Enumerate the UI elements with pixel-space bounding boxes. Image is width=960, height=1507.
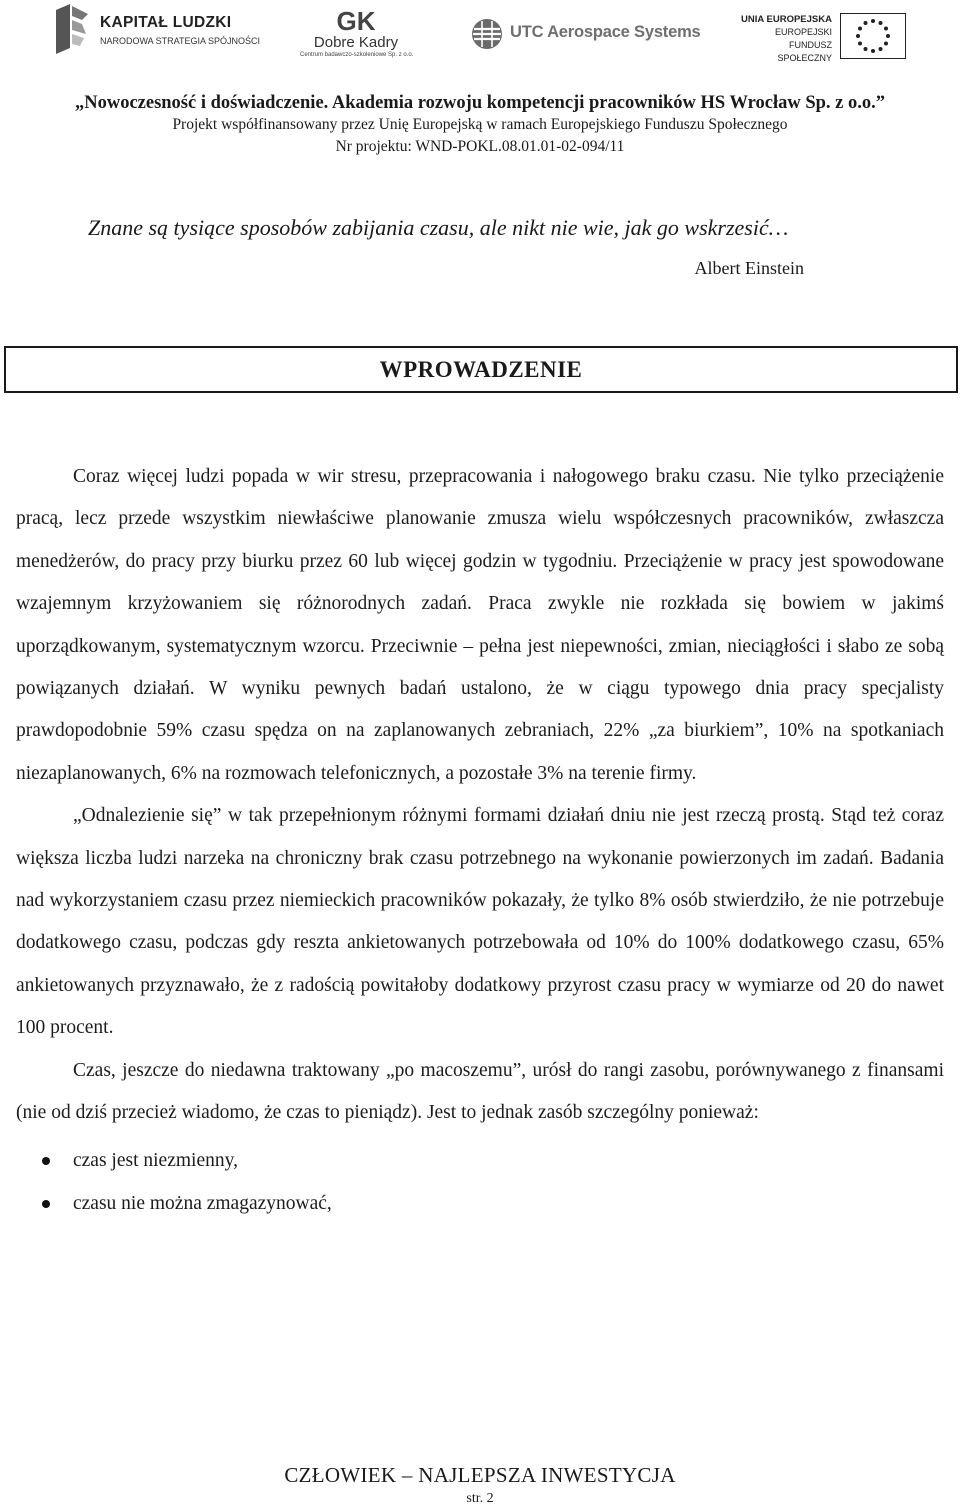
bullet-list [16, 1143, 944, 1221]
section-heading-box [4, 346, 958, 393]
list-item-text: czas jest niezmienny, [73, 1149, 238, 1171]
paragraph-1: Coraz więcej ludzi popada w wir stresu, przepracowania i nałogowego braku czasu. Nie tylko przeciążenie pracą, lecz przede wszystkim niewłaściwe planowanie zmusza wielu współczesnych pracowników, zwłaszcza menedżerów, do pracy przy biurku przez 60 lub więcej godzin w tygodniu. Przeciążenie w pracy jest spowodowane wzajemnym krzyżowaniem się różnorodnych zadań. Praca zwykle nie rozkłada się bowiem w jakimś uporządkowanym, systematycznym wzorcu. Przeciwnie – pełna jest niepewności, zmian, nieciągłości i słabo ze sobą powiązanych działań. W wyniku pewnych badań ustalono, że w ciągu typowego dnia pracy specjalisty prawdopodobnie 59% czasu spędza on na zaplanowanych zebraniach, 22% „za biurkiem”, 10% na spotkaniach niezaplanowanych, 6% na rozmowach telefonicznych, a pozostałe 3% na terenie firmy. [16, 466, 944, 784]
dobre-kadry-subtitle: Centrum badawczo-szkoleniowe Sp. z o.o. [300, 52, 414, 58]
project-header [0, 92, 960, 158]
unia-line-2: EUROPEJSKI [774, 27, 832, 37]
unia-europejska-text [740, 13, 832, 65]
kapital-ludzki-flag-icon [52, 4, 94, 54]
unia-line-3: FUNDUSZ SPOŁECZNY [777, 40, 832, 63]
utc-globe-icon [470, 17, 504, 51]
utc-logo [470, 17, 701, 51]
utc-name: UTC Aerospace Systems [510, 23, 701, 41]
kapital-ludzki-subtitle: NARODOWA STRATEGIA SPÓJNOŚCI [100, 36, 261, 46]
project-title: „Nowoczesność i doświadczenie. Akademia rozwoju kompetencji pracowników HS Wrocław Sp. z o.o.” [74, 93, 886, 113]
logo-strip [0, 0, 960, 66]
eu-flag-icon [840, 13, 906, 59]
bullet-icon [42, 1200, 50, 1208]
unia-europejska-logo [740, 13, 910, 61]
kapital-ludzki-logo [52, 4, 261, 54]
project-cofinancing: Projekt współfinansowany przez Unię Europejską w ramach Europejskiego Funduszu Społecznego [172, 116, 788, 133]
page-number: str. 2 [466, 1491, 494, 1506]
list-item-text: czasu nie można zmagazynować, [73, 1192, 332, 1214]
project-number: Nr projektu: WND-POKL.08.01.01-02-094/11 [335, 138, 625, 155]
list-item [16, 1186, 944, 1221]
paragraph-3: Czas, jeszcze do niedawna traktowany „po macoszemu”, urósł do rangi zasobu, porównywanego z finansami (nie od dziś przecież wiadomo, że czas to pieniądz). Jest to jednak zasób szczególny ponieważ: [16, 1059, 944, 1124]
body-text [16, 456, 944, 1221]
dobre-kadry-name: Dobre Kadry [313, 34, 399, 51]
paragraph-2: „Odnalezienie się” w tak przepełnionym różnymi formami działań dniu nie jest rzeczą prostą. Stąd też coraz większa liczba ludzi narzeka na chroniczny brak czasu potrzebnego na wykonanie powierzonych im zadań. Badania nad wykorzystaniem czasu przez niemieckich pracowników pokazały, że tylko 8% osób stwierdziło, że nie potrzebuje dodatkowego czasu, podczas gdy reszta ankietowanych potrzebowała od 10% do 100% dodatkowego czasu, 65% ankietowanych przyznawało, że z radością powitałoby dodatkowy przyrost czasu pracy w wymiarze od 20 do nawet 100 procent. [16, 805, 944, 1039]
dobre-kadry-mark: GK [336, 6, 376, 34]
epigraph-author: Albert Einstein [694, 258, 804, 278]
unia-line-1: UNIA EUROPEJSKA [741, 14, 832, 25]
section-heading: WPROWADZENIE [379, 357, 583, 382]
epigraph-quote: Znane są tysiące sposobów zabijania czasu, ale nikt nie wie, jak go wskrzesić… [88, 215, 789, 240]
bullet-icon [42, 1157, 50, 1165]
dobre-kadry-mark-icon [328, 6, 384, 34]
list-item [16, 1143, 944, 1178]
kapital-ludzki-name: KAPITAŁ LUDZKI [100, 14, 232, 31]
dobre-kadry-logo [300, 6, 415, 62]
footer-title: CZŁOWIEK – NAJLEPSZA INWESTYCJA [284, 1463, 676, 1487]
